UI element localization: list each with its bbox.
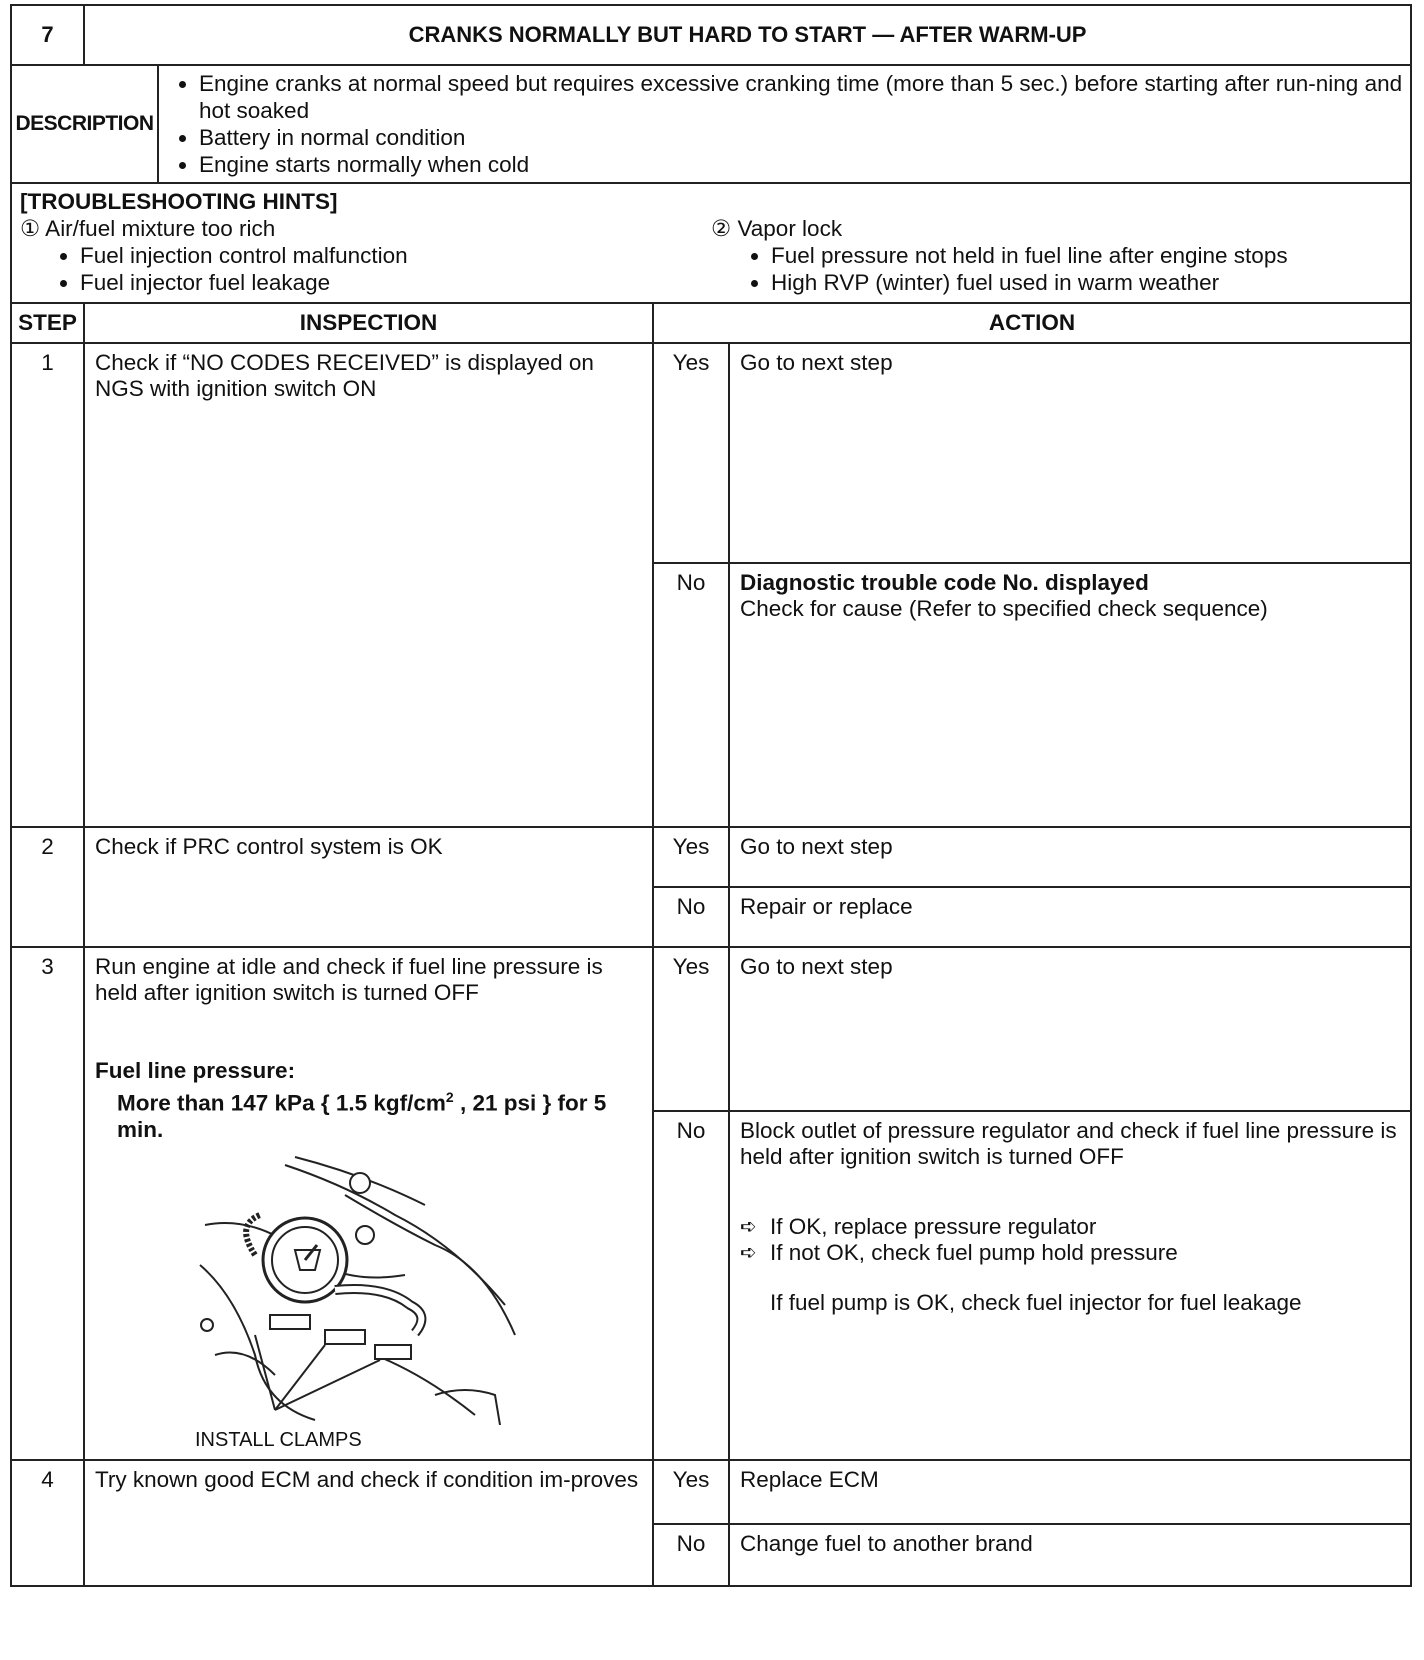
troubleshooting-table [10,4,1412,1587]
symptom-title: CRANKS NORMALLY BUT HARD TO START — AFTER WARM-UP [84,5,1411,65]
inspection-text: Run engine at idle and check if fuel line pressure is held after ignition switch is turned OFF [95,954,603,1005]
if-not-ok-line: ➪ If not OK, check fuel pump hold pressure [740,1239,1178,1265]
no-label: No [653,563,729,827]
yes-label: Yes [653,827,729,887]
column-header-action: ACTION [653,303,1411,343]
step-number: 2 [11,827,84,947]
no-action-title: Diagnostic trouble code No. displayed [740,570,1149,595]
arrow-right-icon: ➪ [740,1215,757,1238]
step-number: 4 [11,1460,84,1586]
hint-item: • Fuel pressure not held in fuel line after engine stops [771,242,1402,269]
fuel-line-figure [95,1155,642,1431]
step-inspection: Check if “NO CODES RECEIVED” is displayed on NGS with ignition switch ON [84,343,653,827]
yes-action: Go to next step [729,947,1411,1111]
step-inspection: Check if PRC control system is OK [84,827,653,947]
no-action [729,1111,1411,1460]
step-number: 3 [11,947,84,1460]
no-action: Change fuel to another brand [729,1524,1411,1586]
column-header-step: STEP [11,303,84,343]
step-inspection: Try known good ECM and check if condition im-proves [84,1460,653,1586]
hints-title: [TROUBLESHOOTING HINTS] [20,189,338,214]
yes-label: Yes [653,343,729,563]
no-label: No [653,1111,729,1460]
hints-left [20,215,711,296]
symptom-number: 7 [11,5,84,65]
description-label: DESCRIPTION [11,65,158,183]
yes-label: Yes [653,947,729,1111]
yes-action: Go to next step [729,343,1411,563]
troubleshooting-hints [11,183,1411,303]
arrow-right-icon: ➪ [740,1241,757,1264]
fuel-pressure-gauge-illustration [195,1155,535,1425]
no-label: No [653,887,729,947]
yes-action: Replace ECM [729,1460,1411,1524]
step-number: 1 [11,343,84,827]
hint-item: • Fuel injector fuel leakage [80,269,711,296]
hint-item: • High RVP (winter) fuel used in warm weather [771,269,1402,296]
no-action-text: Check for cause (Refer to specified check sequence) [740,596,1268,621]
yes-label: Yes [653,1460,729,1524]
description-item: • Engine starts normally when cold [199,151,1404,178]
no-label: No [653,1524,729,1586]
description-item: • Battery in normal condition [199,124,1404,151]
no-action-extra: If fuel pump is OK, check fuel injector for fuel leakage [770,1289,1302,1315]
step-inspection [84,947,653,1460]
troubleshooting-page [10,4,1410,1587]
figure-caption: INSTALL CLAMPS [195,1428,362,1451]
column-header-inspection: INSPECTION [84,303,653,343]
yes-action: Go to next step [729,827,1411,887]
spec-value: More than 147 kPa { 1.5 kgf/$cm^2$ , 21 psi } for 5 min. [117,1089,607,1142]
hints-right [711,215,1402,296]
if-ok-line: ➪ If OK, replace pressure regulator [740,1213,1097,1239]
no-action [729,563,1411,827]
description-content [158,65,1411,183]
no-action: Repair or replace [729,887,1411,947]
description-item: • Engine cranks at normal speed but requires excessive cranking time (more than 5 sec.) before starting after run-ning and hot soaked [199,70,1404,124]
hint-heading: ① Air/fuel mixture too rich [20,216,276,241]
spec-label: Fuel line pressure: [95,1058,296,1083]
no-action-text: Block outlet of pressure regulator and check if fuel line pressure is held after ignition switch is turned OFF [740,1117,1397,1169]
hint-heading: ② Vapor lock [711,216,843,241]
hint-item: • Fuel injection control malfunction [80,242,711,269]
